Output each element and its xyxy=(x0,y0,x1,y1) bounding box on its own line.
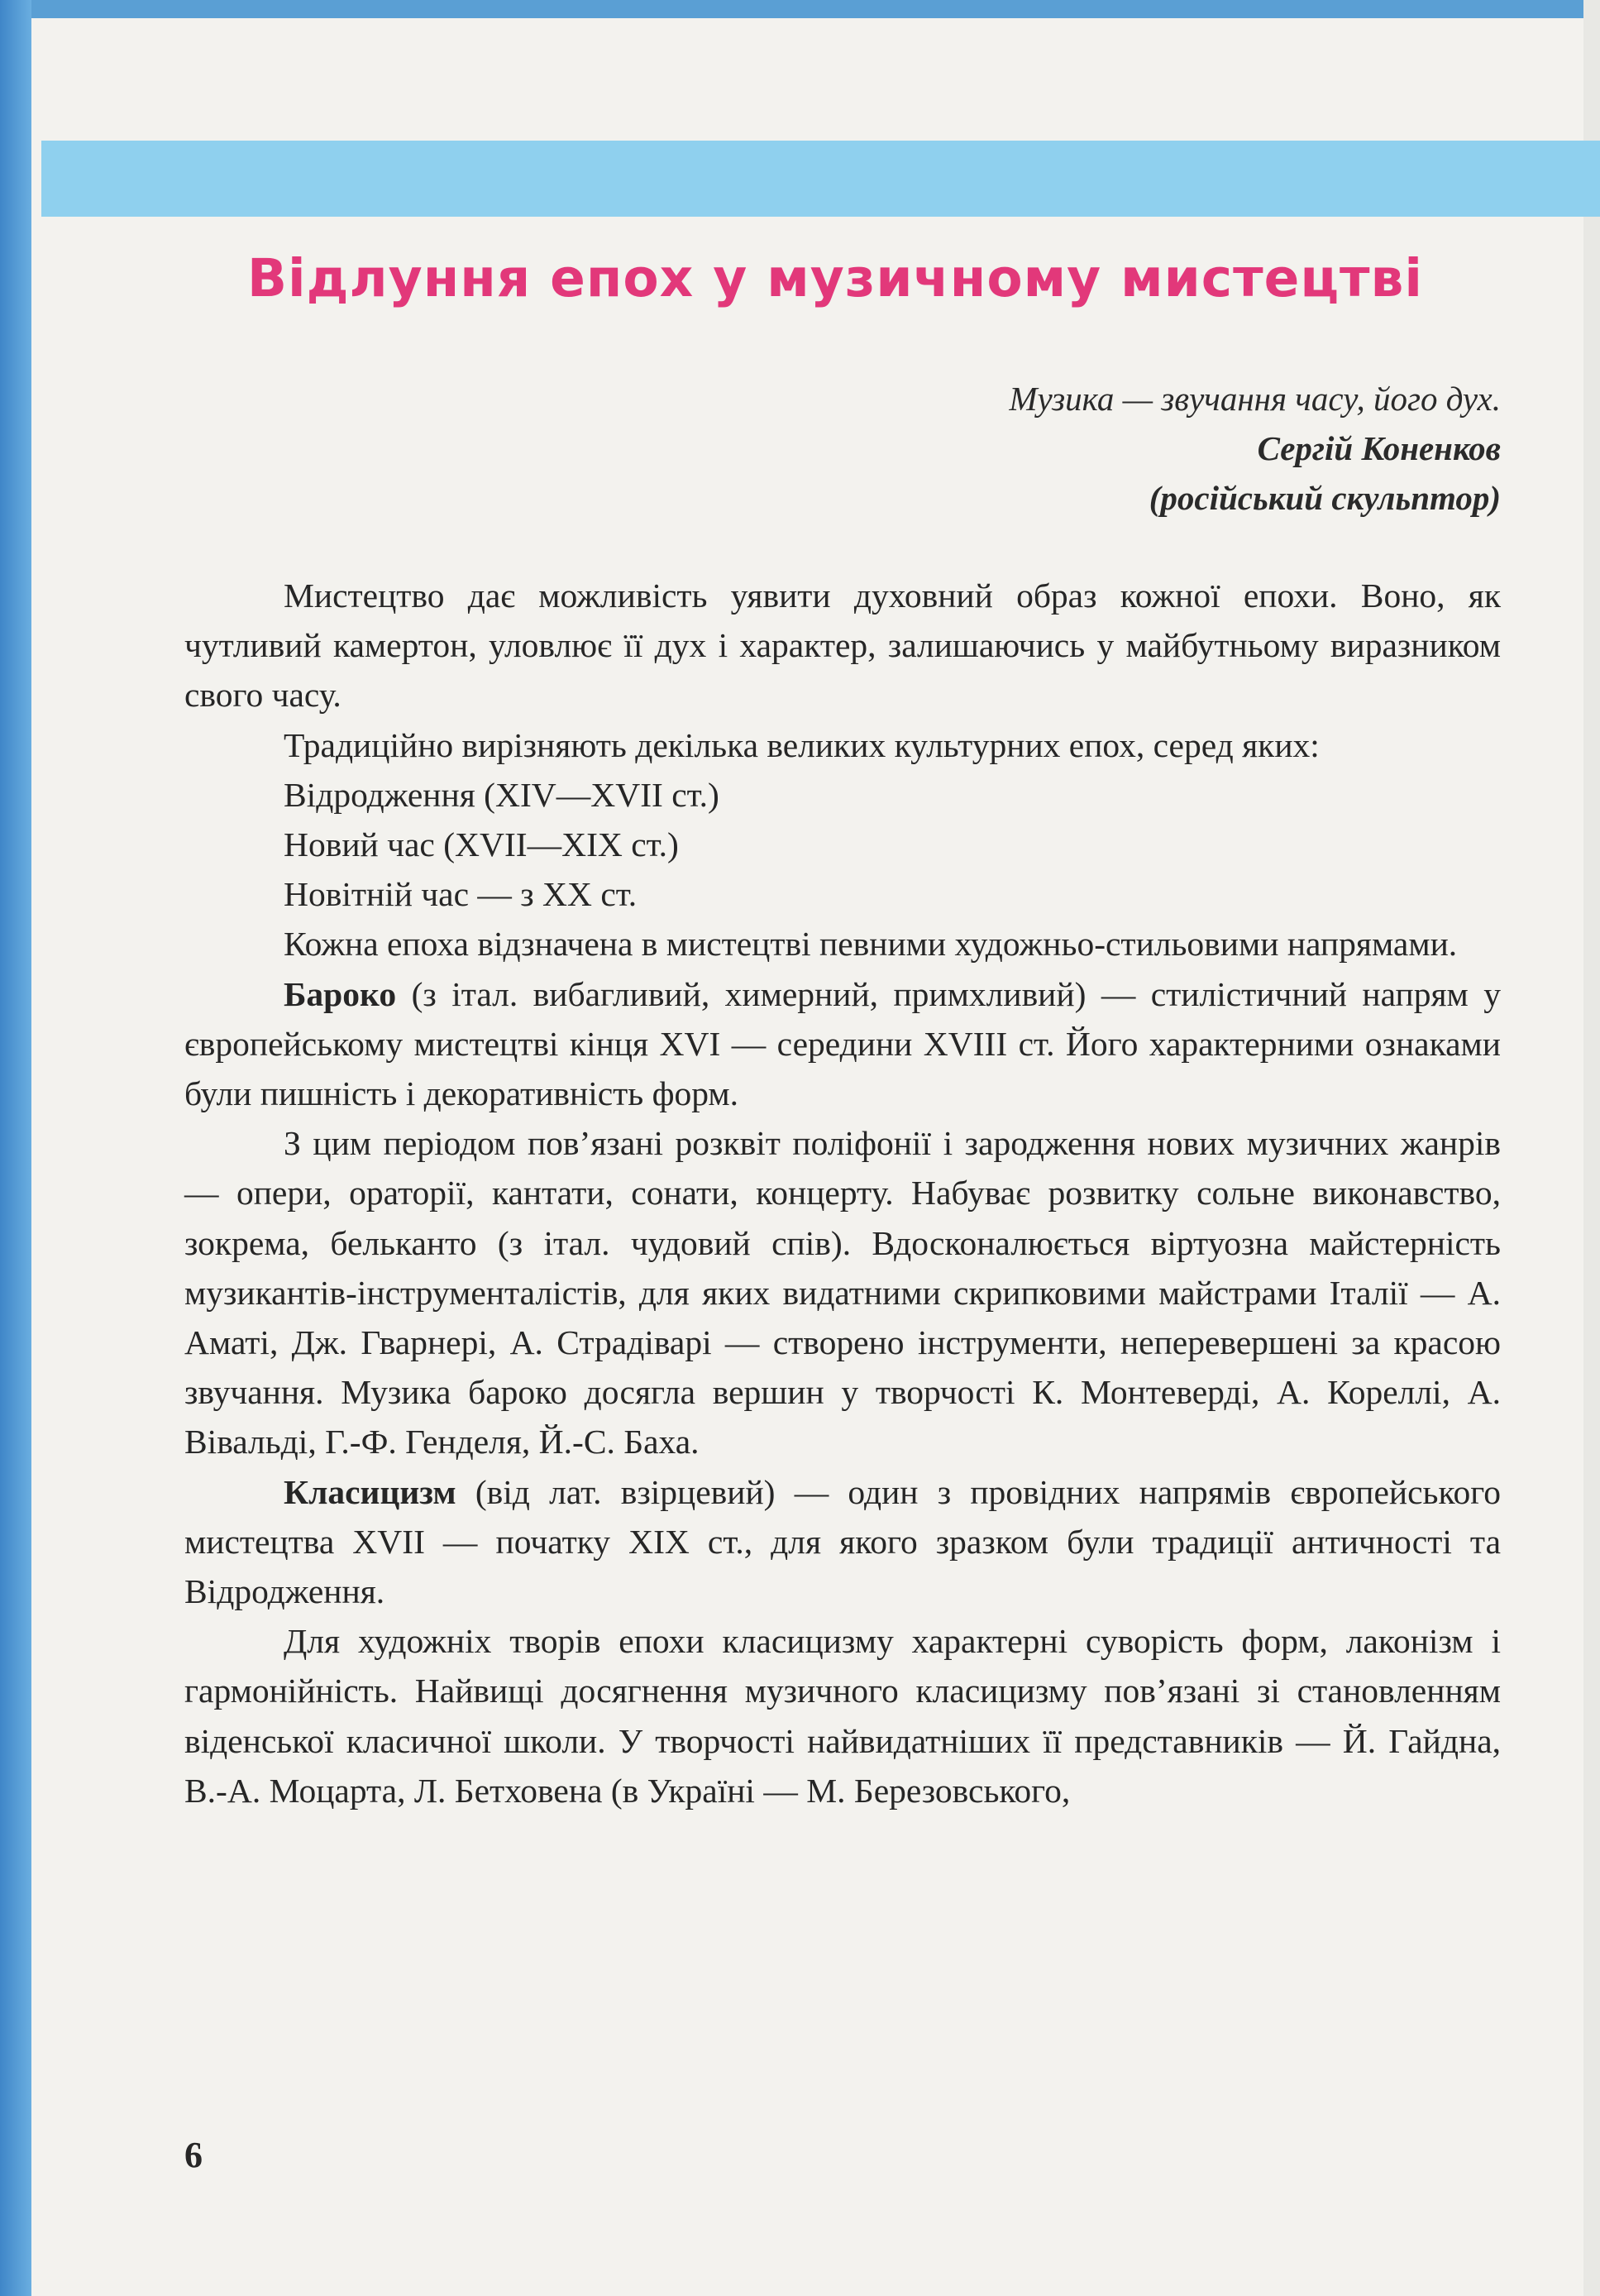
page-right-edge xyxy=(1583,0,1600,2296)
term-classicism: Класицизм xyxy=(284,1472,456,1511)
epigraph xyxy=(744,374,1501,523)
term-baroque: Бароко xyxy=(284,974,397,1013)
epigraph-quote: Музика — звучання часу, його дух. xyxy=(1009,380,1501,418)
definition-classicism: (від лат. взірцевий) — один з провідних напрямів європейського мистецтва XVII — початку XIX ст., для якого зразком були традиції античності та Відродження. xyxy=(184,1472,1501,1611)
list-item-epoch-new-time: Новий час (XVII—XIX ст.) xyxy=(284,825,679,864)
paragraph-classicism xyxy=(184,1467,1501,1617)
paragraph-styles: Кожна епоха відзначена в мистецтві певними художньо-стильовими напрямами. xyxy=(284,925,1458,964)
page-title: Відлуння епох у музичному мистецтві xyxy=(246,248,1423,309)
page-number: 6 xyxy=(184,2135,203,2175)
paragraph-baroque xyxy=(184,969,1501,1119)
body-text xyxy=(184,571,1501,1815)
epigraph-author: Сергій Коненков xyxy=(1257,429,1501,467)
header-band xyxy=(41,141,1600,217)
definition-baroque: (з італ. вибагливий, химерний, примхливий) — стилістичний напрям у європейському мистецтві кінця XVI — середини XVIII ст. Його характерними ознаками були пишність і декоративність форм. xyxy=(184,974,1501,1113)
paragraph-intro: Мистецтво дає можливість уявити духовний образ кожної епохи. Воно, як чутливий камертон, уловлює її дух і характер, залишаючись у майбутньому виразником свого часу. xyxy=(184,576,1501,715)
paragraph-classicism-music: Для художніх творів епохи класицизму характерні суворість форм, лаконізм і гармонійність. Найвищі досягнення музичного класицизму пов’язані зі становленням віденської класичної школи. У творчості найвидатніших її представників — Й. Гайдна, В.-А. Моцарта, Л. Бетховена (в Україні — М. Березовського, xyxy=(184,1622,1501,1810)
page-left-edge xyxy=(0,0,31,2296)
list-item-epoch-newest-time: Новітній час — з XX ст. xyxy=(284,875,638,914)
paragraph-baroque-music: З цим періодом пов’язані розквіт поліфонії і зародження нових музичних жанрів — опери, ораторії, кантати, сонати, концерту. Набуває розвитку сольне виконавство, зокрема, бельканто (з італ. чудовий спів). Вдосконалюється віртуозна майстерність музикантів-інструменталістів, для яких видатними скрипковими майстрами Італії — А. Аматі, Дж. Гварнері, А. Страдіварі — створено інструменти, неперевершені за красою звучання. Музика бароко досягла вершин у творчості К. Монтеверді, А. Кореллі, А. Вівальді, Г.-Ф. Генделя, Й.-С. Баха. xyxy=(184,1124,1501,1461)
epigraph-author-note: (російський скульптор) xyxy=(1149,479,1501,517)
paragraph-epochs-intro: Традиційно вирізняють декілька великих культурних епох, серед яких: xyxy=(284,725,1320,764)
list-item-epoch-renaissance: Відродження (XIV—XVII ст.) xyxy=(284,775,719,814)
